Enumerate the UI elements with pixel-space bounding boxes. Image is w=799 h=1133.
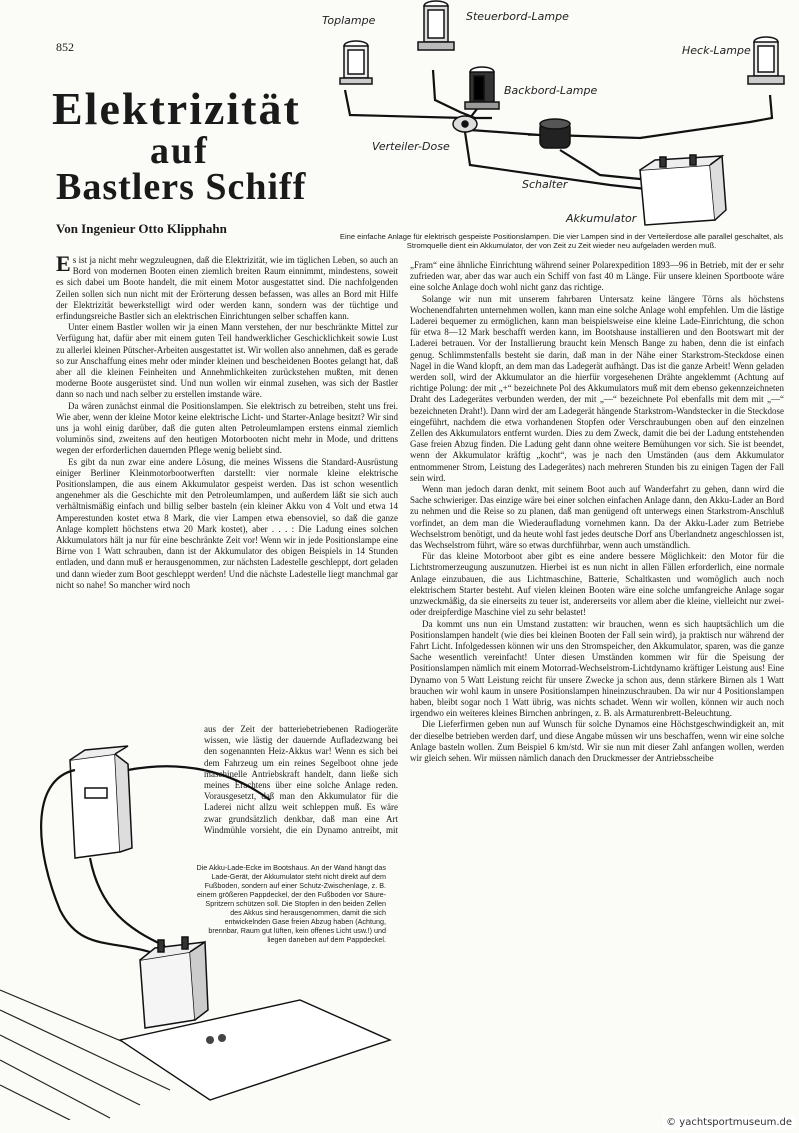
label-toplampe: Toplampe bbox=[322, 14, 376, 27]
left-paragraph-2: Unter einem Bastler wollen wir ja einen Mann verstehen, der nur beschränkte Mittel zur Verfügung hat, dafür aber mit einem guten Teil handwerklicher Geschicklichkeit sowie Lust zu allerlei kleinen Pütscher-Arbeiten ausgestattet ist. Wir wollen also annehmen, daß es gerade so zur Anschaffung eines mehr oder minder kleinen und bescheidenen Bootes gelangt hat, daß aber all die kleinen Feinheiten und Annehmlichkeiten zurückstehen mußten, mit denen moderne Boote ausgerüstet sind. Und nun wollen wir einmal zusehen, was sich der Bastler dann so nach und nach selber zu erstellen imstande wäre. bbox=[56, 322, 398, 400]
author-byline: Von Ingenieur Otto Klipphahn bbox=[56, 221, 227, 236]
label-akkumulator: Akkumulator bbox=[566, 212, 637, 225]
akku-figure-caption: Die Akku-Lade-Ecke im Bootshaus. An der Wand hängt das Lade-Gerät, der Akkumulator steht nicht direkt auf dem Fußboden, sondern auf einer Schutz-Zwischenlage, z. B. einem größeren Pappdeckel, der den Fußboden vor Säure-Spritzern schützen soll. Die Stopfen in den beiden Zellen des Akkus sind herausgenommen, damit die sich entwickelnden Gase freien Abzug haben (Achtung, brennbar, Raum gut lüften, kein offenes Licht usw.!) und liegen daneben auf dem Pappdeckel. bbox=[196, 863, 386, 944]
left-paragraph-4: Es gibt da nun zwar eine andere Lösung, die meines Wissens die Standard-Ausrüstung einiger Berliner Kleinmotorbootwerften darstellt: vier normale kleine elektrische Positionslampen, die aus einem Akkumulator gespeist werden. Das ist schon wesentlich angenehmer als die Geschichte mit den Petroleumlampen, und außerdem läßt sie sich auch verhältnismäßig einfach und billig selber basteln (ein kleiner Akku von 4 Volt und etwa 14 Amperestunden kostet etwa 8 Mark, die vier Lampen etwa ebensoviel, so daß die ganze Anlage komplett höchstens etwa 20 Mark kostet), aber . . . : Die Ladung eines solchen Akkumulators hält ja nur für eine beschränkte Zeit vor! Wenn wir in jede Positionslampe eine Birne von 1 Watt schrauben, dann ist der Akkumulator des obigen Beispiels in 14 Stunden entladen, und dann muß er herausgenommen, zur nächsten Ladestelle geschleppt, dort geladen und dann wieder zum Boot geschleppt werden! Und die nächste Ladestelle liegt manchmal gar nicht so nahe! So mancher wird noch bbox=[56, 456, 398, 590]
wire-schalter-akku-1 bbox=[560, 150, 650, 180]
right-paragraph-4: Für das kleine Motorboot aber gibt es eine andere bessere Möglichkeit: den Motor für die Lichtstromerzeugung auszunutzen. Hierbei ist es nun nicht in allen Fällen erforderlich, eine normale Anlage einzubauen, die aus Lichtmaschine, Batterie, Schaltkasten und womöglich auch noch elektrischem Starter besteht. Auf vielen kleinen Booten wäre eine solche umfangreiche Anlage sogar unzweckmäßig, da sie einerseits zu teuer ist, andererseits vor allem aber die kleine, vielleicht nur zwei- oder dreipferdige Maschine viel zu sehr belastet! bbox=[410, 551, 784, 618]
label-schalter: Schalter bbox=[522, 178, 568, 191]
figure-caption: Eine einfache Anlage für elektrisch gespeiste Positionslampen. Die vier Lampen sind in der Verteilerdose alle parallel geschaltet, als Stromquelle dient ein Akkumulator, der von Zeit zu Zeit wieder neu aufgeladen werden muß. bbox=[339, 232, 784, 251]
backbord-lamp bbox=[465, 67, 499, 109]
page-number: 852 bbox=[56, 40, 74, 54]
left-paragraph-3: Da wären zunächst einmal die Positionslampen. Sie elektrisch zu betreiben, steht uns frei. Wie aber, wenn der kleine Motor keine elektrische Licht- und Starter-Anlage besitzt? Wir sind uns ja wohl einig darüber, daß die guten alten Petroleumlampen erstens einmal ziemlich voluminös sind, zweitens auf den heutigen Motorbooten nicht mehr in Mode, und drittens wegen der erforderlichen dauernden Pflege wenig beliebt sind. bbox=[56, 400, 398, 456]
right-paragraph-6: Die Lieferfirmen geben nun auf Wunsch für solche Dynamos eine Höchstgeschwindigkeit an, mit der dieselbe betrieben werden darf, und diese Angabe müssen wir uns beschaffen, wenn wir eine solche Anlage basteln wollen. Zum Beispiel 6 km/std. Wir sie nun mit dieser Zahl anfangen wollen, werden wir gleich sehen. Wir müssen nämlich danach den Druckmesser der Antriebsscheibe bbox=[410, 719, 784, 763]
article-left-column bbox=[56, 255, 398, 770]
right-paragraph-2: Solange wir nun mit unserem fahrbaren Untersatz keine längere Törns als höchstens Wochenendfahrten unternehmen wollen, kann man eine solche Anlage wohl empfehlen. Um die lästige Laderei bequemer zu ermöglichen, kann man beispielsweise eine kleine Lade-Einrichtung, die schon für etwa 8—12 Mark beschafft werden kann, im Bootshause installieren und den Bootswart mit der Laderei betrauen. Vor der Installierung braucht kein Mensch Bange zu haben, denn die ist einfach genug. Schlimmstenfalls besteht sie darin, daß man in der Nähe einer Starkstrom-Steckdose einen Nagel in die Wand klopft, an dem man das Ladegerät aufhängt. Das ist die ganze Arbeit! Wenn geladen werden soll, wird der Akkumulator an die hierfür vorgesehenen Drähte angeklemmt (Achtung auf richtige Polung: der mit „+“ bezeichnete Pol des Akkumulators muß mit dem ebenso gekennzeichneten Draht des Ladegerätes verbunden werden, der mit „—“ bezeichnete Pol ebenfalls mit dem mit „—“ bezeichneten Draht!). Dann wird der am Ladegerät hängende Starkstrom-Wandstecker in die Steckdose eingeführt, nachdem die etwa vorhandenen Stopfen oder Verschraubungen oben auf den einzelnen Zellen des Akkumulators entfernt wurden. Dies zu dem Zweck, damit die bei der Ladung entstehenden Gase freien Abzug finden. Die Ladung geht dann ohne weitere Bemühungen vor sich. Sie ist beendet, wenn der Akkumulator kräftig „kocht“, was je nach den Umständen (aus dem Akkumulator entnommener Strom, Leistung des Ladegerätes) nach mehreren Stunden bis zu einigen Tagen der Fall sein wird. bbox=[410, 293, 784, 483]
title-line-2: auf bbox=[150, 130, 209, 172]
wire-heck bbox=[552, 95, 772, 138]
ladegeraet bbox=[70, 746, 132, 858]
verteiler-dose bbox=[453, 116, 477, 132]
toplampe-lamp bbox=[340, 41, 372, 84]
akkumulator-battery bbox=[640, 155, 726, 225]
left-paragraph-1: s ist ja nicht mehr wegzuleugnen, daß die Elektrizität, wie im täglichen Leben, so auch an Bord von modernen Booten einen ziemlich breiten Raum einnimmt, mindestens, soweit es sich dabei um Boote handelt, die mit einem Motor ausgestattet sind. Die nachfolgenden Zeilen sollen sich nun nicht mit der Erörterung dessen befassen, was alles an Bord mit Hilfe der Elektrizität bewerkstelligt wird oder werden kann, sondern was der tüchtige und erfindungsreiche Bastler sich an elektrischen Einrichtungen selber schaffen kann. bbox=[56, 255, 398, 322]
title-line-3: Bastlers Schiff bbox=[56, 166, 307, 208]
heck-lamp bbox=[748, 37, 784, 84]
steuerbord-lamp bbox=[418, 1, 454, 50]
article-right-column bbox=[410, 260, 784, 1098]
article-left-inset bbox=[204, 724, 398, 836]
label-heck: Heck-Lampe bbox=[682, 44, 751, 57]
lamp-wiring-illustration bbox=[310, 0, 799, 232]
watermark: © yachtsportmuseum.de bbox=[663, 1116, 795, 1129]
left-inset-paragraph: aus der Zeit der batteriebetriebenen Radiogeräte wissen, wie lästig der dauernde Aufladezwang bei den sogenannten Heiz-Akkus war! Wenn es sich bei dem Fahrzeug um ein reines Segelboot ohne jede maschinelle Antriebskraft handelt, dann ließe sich meines Erachtens über eine solche Anlage reden. Vorausgesetzt, daß man den Akkumulator für die Laderei nicht allzu weit schleppen muß. Es wäre zwar grundsätzlich denkbar, daß man eine Art Windmühle vorsieht, die ein Dynamo antreibt, mit bbox=[204, 724, 398, 835]
wire-steuerbord bbox=[433, 70, 475, 118]
label-backbord: Backbord-Lampe bbox=[504, 84, 598, 97]
title-line-1: Elektrizität bbox=[52, 83, 301, 134]
drop-cap: E bbox=[56, 255, 71, 276]
label-steuerbord: Steuerbord-Lampe bbox=[466, 10, 569, 23]
akku-auf-pappdeckel bbox=[140, 937, 208, 1028]
label-verteiler: Verteiler-Dose bbox=[372, 140, 450, 153]
right-paragraph-3: Wenn man jedoch daran denkt, mit seinem Boot auch auf Wanderfahrt zu gehen, dann wird die Sache schwieriger. Das einzige wäre bei einer solchen einfachen Anlage dann, den Akku-Lader an Bord zu nehmen und die Reise so zu planen, daß man genügend oft unterwegs einen Starkstrom-Anschluß vorfindet, an dem man die Wiederaufladung vornehmen kann. Da der Akku-Lader zum Betriebe Wechselstrom benötigt, und da heute wohl fast jedes deutsche Dorf ans Überlandnetz angeschlossen ist, das Wechselstrom führt, wäre so etwas durchführbar, wenn auch umständlich. bbox=[410, 484, 784, 551]
right-paragraph-5: Da kommt uns nun ein Umstand zustatten: wir brauchen, wenn es sich hauptsächlich um die Positionslampen handelt (wie dies bei kleinen Booten der Fall sein wird), ja praktisch nur während der Fahrt Licht. Infolgedessen können wir uns den Stromspeicher, den Akkumulator, sparen, was die ganze Sache wesentlich vereinfacht! Unter diesen Umständen kommen wir für die Speisung der Positionslampen nämlich mit einem Motorrad-Wechselstrom-Lichtdynamo kräftiger Leistung aus! Eine Dynamo von 5 Watt Leistung reicht für unsere Zwecke ja schon aus, denn stärkere Birnen als 1 Watt brauchen wir wohl kaum in unsere Positionslampen hineinzuschrauben. Da wir nur 4 Positionslampen haben, bleibt sogar noch 1 Watt übrig, was nichts schadet. Wenn wir wollen, können wir auch noch irgendwo ein weiteres kleines Birnchen anbringen, z. B. als Armaturenbrett-Beleuchtung. bbox=[410, 618, 784, 719]
right-paragraph-1: „Fram“ eine ähnliche Einrichtung während seiner Polarexpedition 1893—96 in Betrieb, mit der er sehr zufrieden war, aber das war auch ein Schiff von fast 40 m Länge. Für unsere kleinen Sportboote wäre eine solche Anlage doch wohl nicht ganz das richtige. bbox=[410, 260, 784, 293]
